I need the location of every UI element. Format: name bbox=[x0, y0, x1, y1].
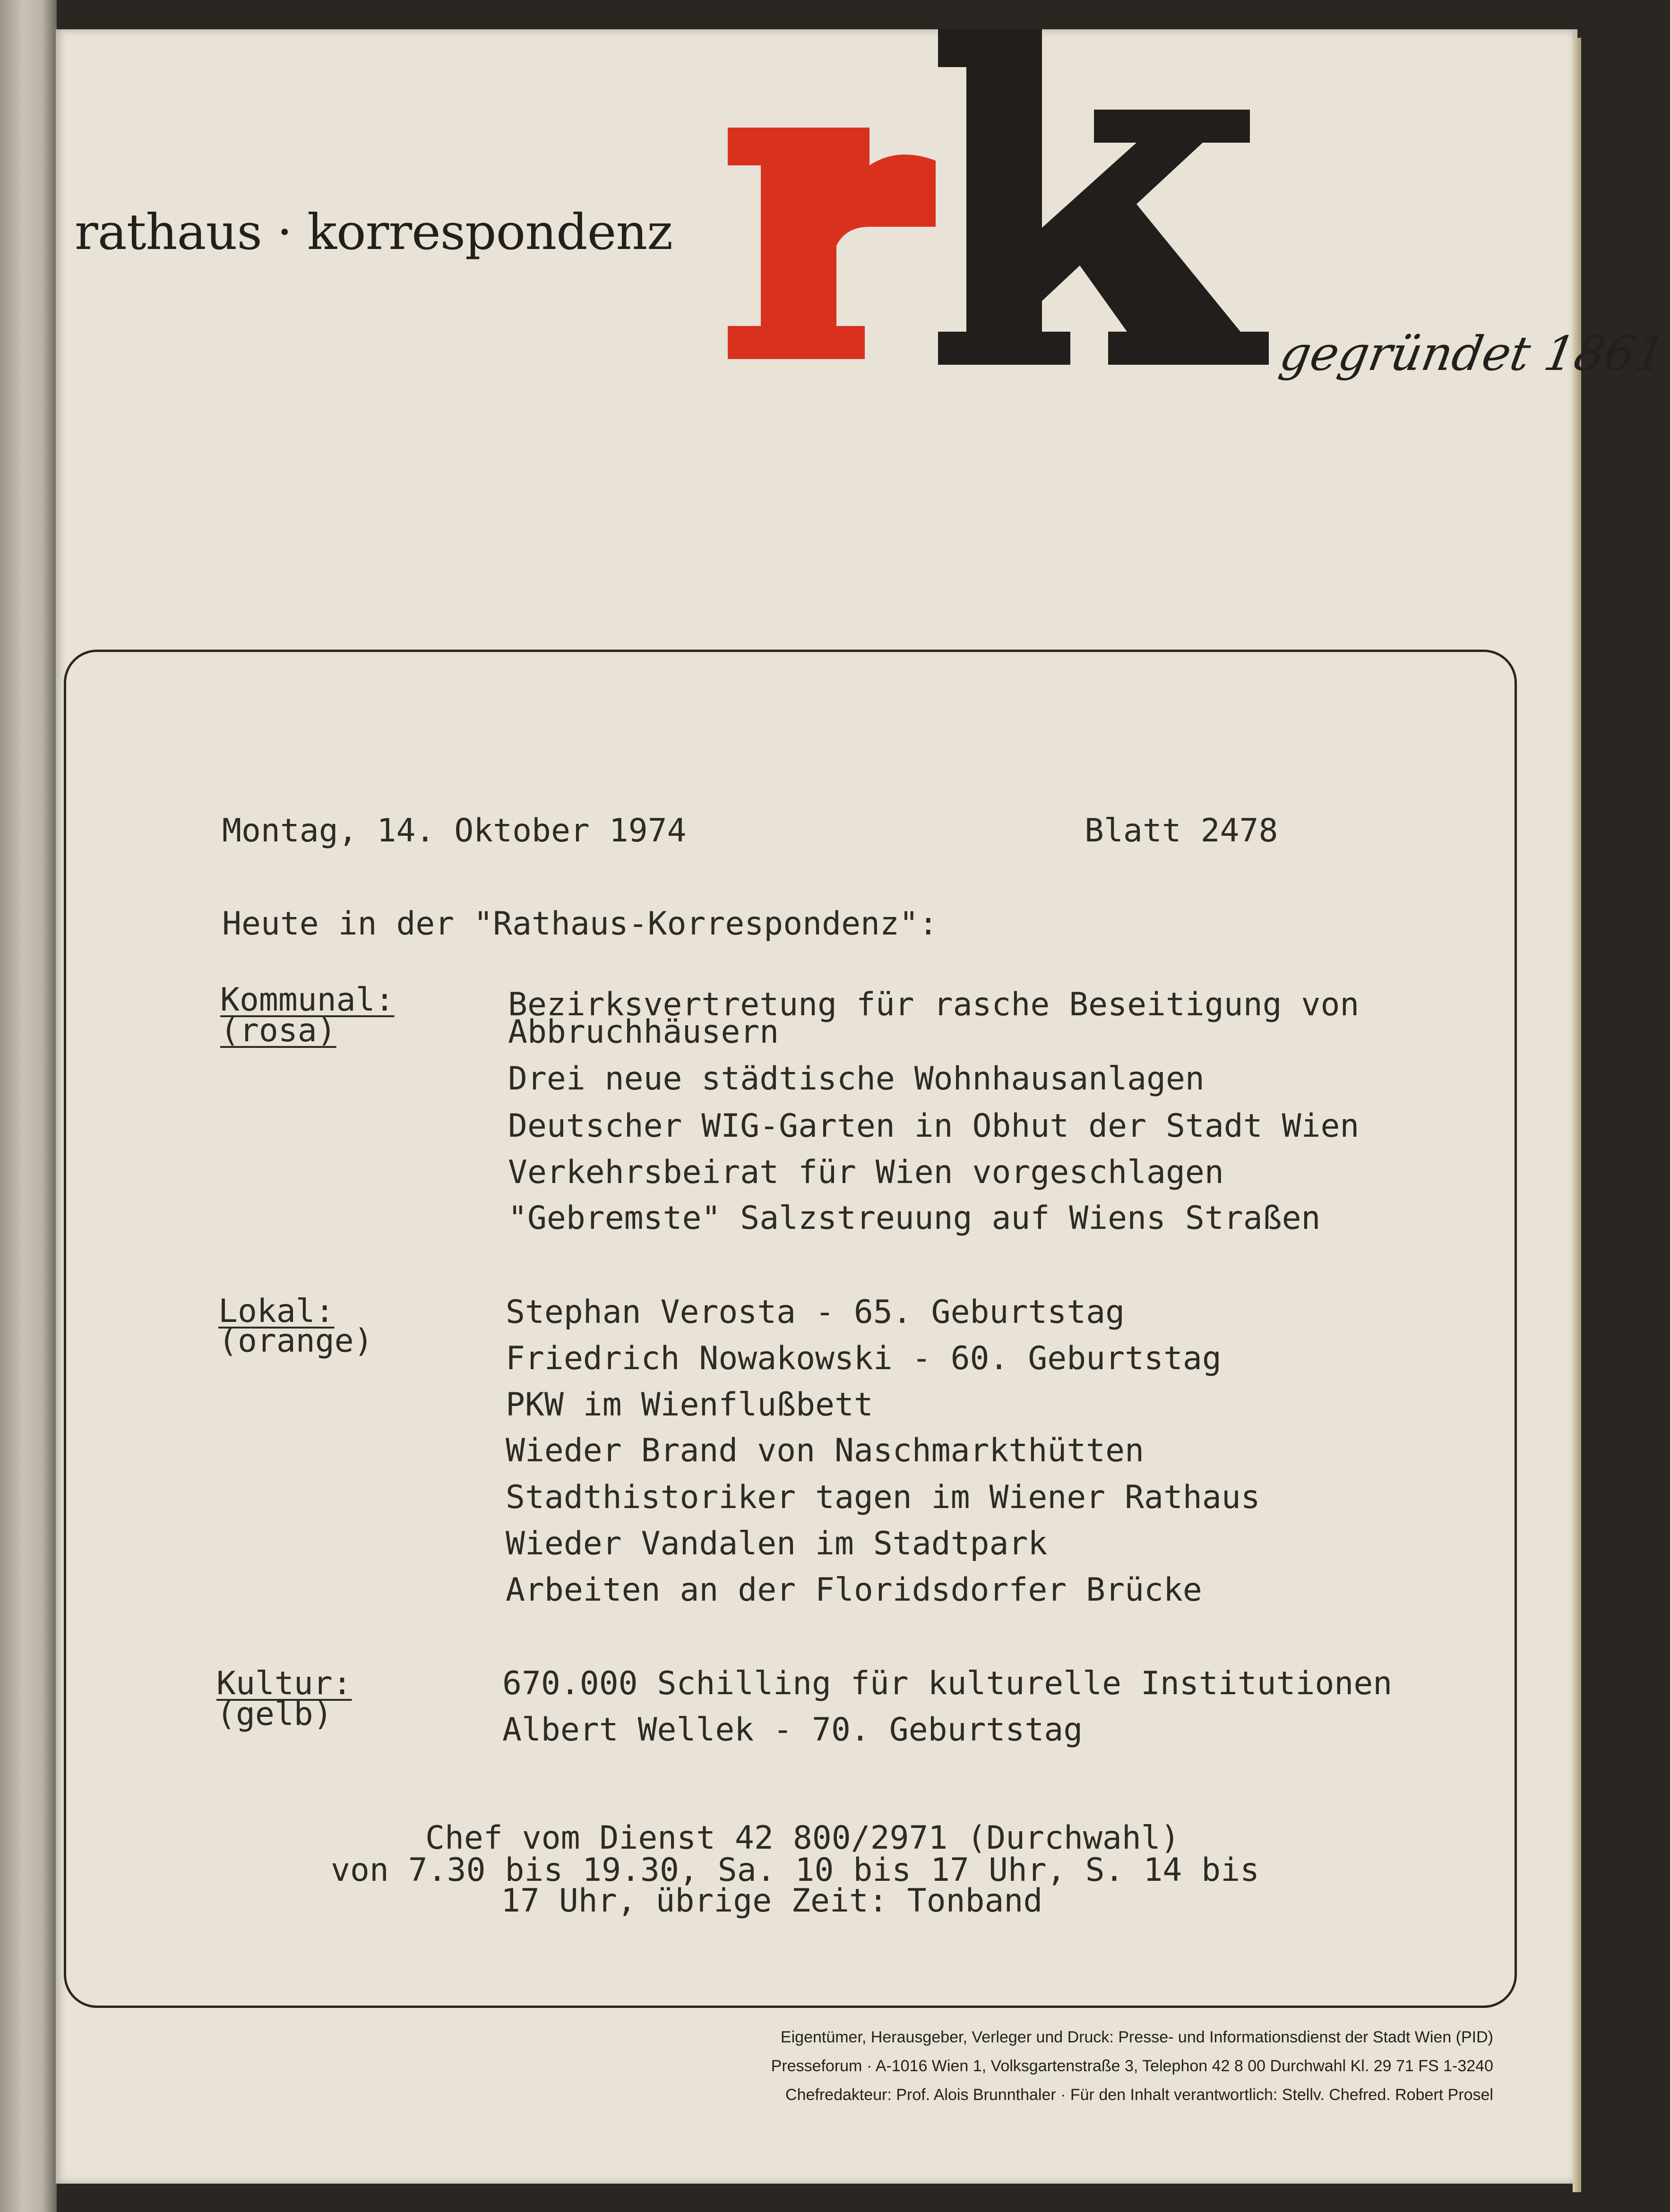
logo-k-letter bbox=[938, 29, 1269, 365]
imprint bbox=[671, 2023, 1493, 2109]
list-item: Albert Wellek - 70. Geburtstag bbox=[502, 1711, 1083, 1749]
logo-r-shape bbox=[728, 128, 936, 359]
list-item: Stadthistoriker tagen im Wiener Rathaus bbox=[506, 1479, 1260, 1516]
section-heading-kultur: Kultur: bbox=[216, 1665, 352, 1702]
book-binding bbox=[0, 0, 57, 2212]
issue-date: Montag, 14. Oktober 1974 bbox=[222, 812, 687, 849]
masthead-title: rathaus · korrespondenz bbox=[75, 203, 673, 261]
section-color-kommunal: (rosa) bbox=[220, 1012, 336, 1049]
founded-note: gegründet 1861 bbox=[1275, 326, 1670, 381]
list-item: PKW im Wienflußbett bbox=[506, 1386, 873, 1423]
list-item: Verkehrsbeirat für Wien vorgeschlagen bbox=[508, 1154, 1224, 1191]
intro-line: Heute in der "Rathaus-Korrespondenz": bbox=[222, 905, 938, 943]
list-item: "Gebremste" Salzstreuung auf Wiens Straßen bbox=[508, 1200, 1321, 1237]
contact-line: von 7.30 bis 19.30, Sa. 10 bis 17 Uhr, S. 14 bis bbox=[331, 1852, 1260, 1889]
list-item: Bezirksvertretung für rasche Beseitigung von bbox=[508, 986, 1360, 1023]
list-item: Stephan Verosta - 65. Geburtstag bbox=[506, 1294, 1125, 1331]
list-item: Wieder Vandalen im Stadtpark bbox=[506, 1525, 1048, 1562]
list-item: Deutscher WIG-Garten in Obhut der Stadt Wien bbox=[508, 1107, 1360, 1145]
list-item: Abbruchhäusern bbox=[508, 1013, 779, 1051]
list-item: 670.000 Schilling für kulturelle Institutionen bbox=[502, 1665, 1393, 1702]
contact-line: 17 Uhr, übrige Zeit: Tonband bbox=[501, 1882, 1043, 1920]
list-item: Drei neue städtische Wohnhausanlagen bbox=[508, 1060, 1205, 1097]
imprint-line: Presseforum · A-1016 Wien 1, Volksgartenstraße 3, Telephon 42 8 00 Durchwahl Kl. 29 71 FS 1-3240 bbox=[771, 2057, 1493, 2075]
contact-line: Chef vom Dienst 42 800/2971 (Durchwahl) bbox=[425, 1819, 1180, 1857]
section-color-lokal: (orange) bbox=[218, 1322, 373, 1360]
logo-r-letter bbox=[728, 128, 936, 359]
logo-k-shape bbox=[938, 29, 1269, 365]
sheet-number: Blatt 2478 bbox=[1085, 812, 1278, 849]
imprint-line: Chefredakteur: Prof. Alois Brunnthaler · Für den Inhalt verantwortlich: Stellv. Chefred. Robert Prosel bbox=[785, 2086, 1493, 2104]
section-heading-kommunal: Kommunal: bbox=[220, 981, 395, 1019]
section-color-kultur: (gelb) bbox=[216, 1696, 333, 1733]
list-item: Friedrich Nowakowski - 60. Geburtstag bbox=[506, 1340, 1222, 1377]
list-item: Wieder Brand von Naschmarkthütten bbox=[506, 1432, 1145, 1469]
list-item: Arbeiten an der Floridsdorfer Brücke bbox=[506, 1571, 1202, 1609]
imprint-line: Eigentümer, Herausgeber, Verleger und Druck: Presse- und Informationsdienst der Stadt Wien (PID) bbox=[780, 2028, 1493, 2046]
section-heading-lokal: Lokal: bbox=[218, 1293, 335, 1330]
